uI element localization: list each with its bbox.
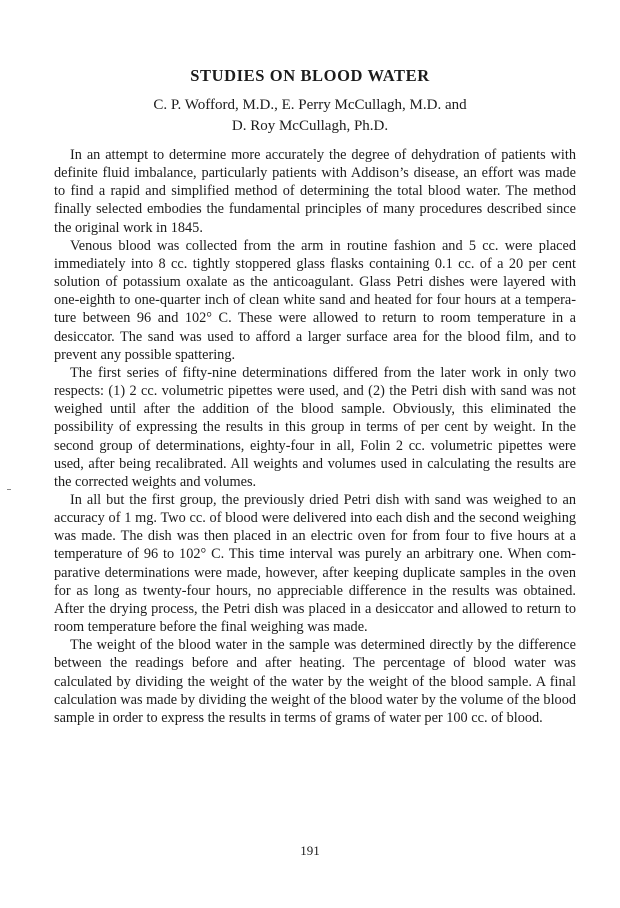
article-body bbox=[54, 146, 576, 727]
body-paragraph: The weight of the blood water in the sample was determined directly by the difference between the readings before and after heating. The percentage of blood water was calculated by dividing the weight of the water by the weight of the blood sample. A final calculation was made by dividing the weight of the blood water by the volume of the blood sample in order to express the results in terms of grams of water per 100 cc. of blood. bbox=[54, 637, 576, 726]
author-byline bbox=[0, 95, 620, 137]
authors-line-1: C. P. Wofford, M.D., E. Perry McCullagh, M.D. and bbox=[153, 97, 467, 113]
article-title: STUDIES ON BLOOD WATER bbox=[190, 66, 430, 85]
page-number: 191 bbox=[300, 843, 320, 858]
body-paragraph: In an attempt to determine more accurately the degree of dehydration of patients with definite fluid imbalance, particularly patients with Addison’s disease, an effort was made to find a rapid and simplified method of determining the total blood water. The method finally selected embodies the fundamental principles of many procedures described since the original work in 1845. bbox=[54, 147, 576, 236]
body-paragraph: The first series of fifty-nine determinations differed from the later work in only two respects: (1) 2 cc. volumetric pipettes were used, and (2) the Petri dish with sand was not weighed until after the addition of the blood sample. Obviously, this eliminated the possibility of expressing the results in this group in terms of per cent by weight. In the second group of determinations, eighty-four in all, Folin 2 cc. volumetric pipettes were used, after being recalibrated. All weights and volumes used in calculating the results are the corrected weights and volumes. bbox=[54, 364, 576, 490]
margin-mark bbox=[7, 489, 11, 490]
authors-line-2: D. Roy McCullagh, Ph.D. bbox=[231, 118, 389, 134]
body-paragraph: Venous blood was collected from the arm in routine fashion and 5 cc. were placed immediately into 8 cc. tightly stoppered glass flasks containing 0.1 cc. of a 20 per cent solution of potassium oxalate as the anticoagulant. Glass Petri dishes were layered with one-eighth to one-quarter inch of clean white sand and heated for four hours at a temperature between 96 and 102° C. These were allowed to return to room temperature in a desiccator. The sand was used to afford a larger surface area for the blood film, and to prevent any possible spattering. bbox=[54, 237, 576, 363]
body-paragraph: In all but the first group, the previously dried Petri dish with sand was weighed to an accuracy of 1 mg. Two cc. of blood were delivered into each dish and the second weighing was made. The dish was then placed in an electric oven for from four to five hours at a temperature of 96 to 102° C. This time interval was purely an arbitrary one. When comparative determinations were made, however, after keeping duplicate samples in the oven for as long as twenty-four hours, no appreciable difference in the results was obtained. After the drying process, the Petri dish was placed in a desiccator and allowed to return to room temperature before the final weighing was made. bbox=[54, 491, 576, 636]
